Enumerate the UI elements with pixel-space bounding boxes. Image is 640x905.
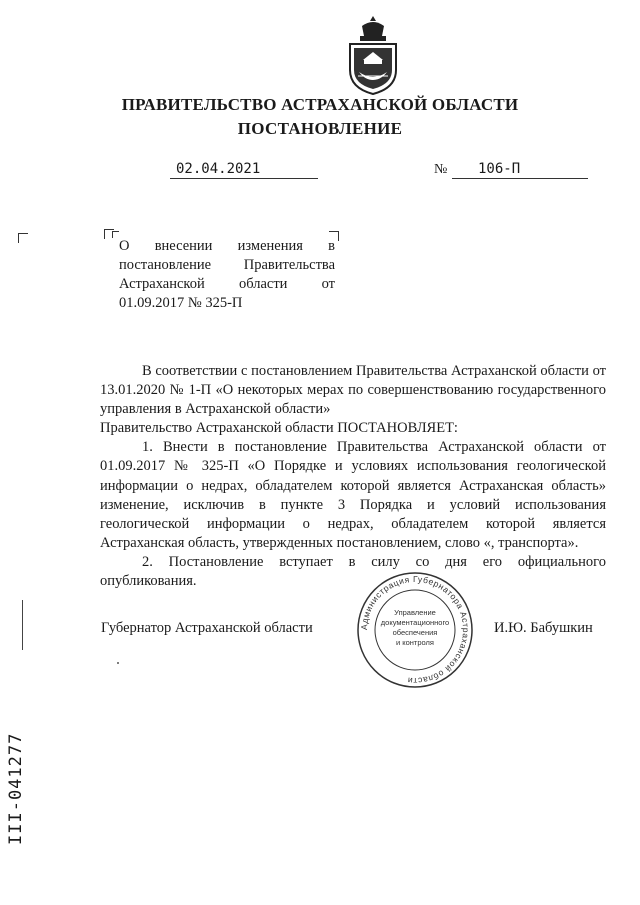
document-date: 02.04.2021 <box>170 161 318 179</box>
document-type-title: ПОСТАНОВЛЕНИЕ <box>237 119 403 138</box>
organization-title: ПРАВИТЕЛЬСТВО АСТРАХАНСКОЙ ОБЛАСТИ <box>121 95 519 114</box>
seal-ring-text: Администрация Губернатора Астраханской области <box>358 573 472 687</box>
item-1-paragraph: 1. Внести в постановление Правительства Астраханской области от 01.09.2017 № 325-П «О Порядке и условиях использования геологической информации о недрах, обладателем которой является Астраханская область» изменение, исключив в пункте 3 Порядка и условий использования геологической информации о недрах, обладателем которой является Астраханская область, утвержденных постановлением, слово «, транспорта». <box>100 439 606 551</box>
preamble-paragraph: В соответствии с постановлением Правительства Астраханской области от 13.01.2020 № 1-П «О некоторых мерах по совершенствованию государственного управления в Астраханской области» <box>100 363 606 418</box>
signatory-name: И.Ю. Бабушкин <box>494 620 593 636</box>
resolution-line: Правительство Астраханской области ПОСТАНОВЛЯЕТ: <box>100 420 458 437</box>
scan-dot <box>117 662 119 664</box>
signatory-position: Губернатор Астраханской области <box>101 620 313 636</box>
official-seal <box>355 570 475 690</box>
coat-of-arms-emblem <box>340 14 406 96</box>
left-margin-corner <box>18 233 28 243</box>
document-body <box>100 362 606 591</box>
document-subject: О внесении изменения в постановление Правительства Астраханской области от 01.09.2017 № 325-П <box>119 238 335 311</box>
side-registration-code: III-041277 <box>6 732 26 845</box>
seal-line-2: документационного <box>380 618 450 627</box>
seal-line-4: и контроля <box>395 638 435 647</box>
margin-line <box>22 600 23 650</box>
number-label: № <box>434 162 448 177</box>
seal-line-3: обеспечения <box>392 628 438 637</box>
item-2-paragraph: 2. Постановление вступает в силу со дня его официального опубликования. <box>100 553 606 590</box>
subject-corner-left-inner <box>112 231 119 238</box>
document-number: 106-П <box>452 161 588 179</box>
seal-line-1: Управление <box>394 608 436 617</box>
